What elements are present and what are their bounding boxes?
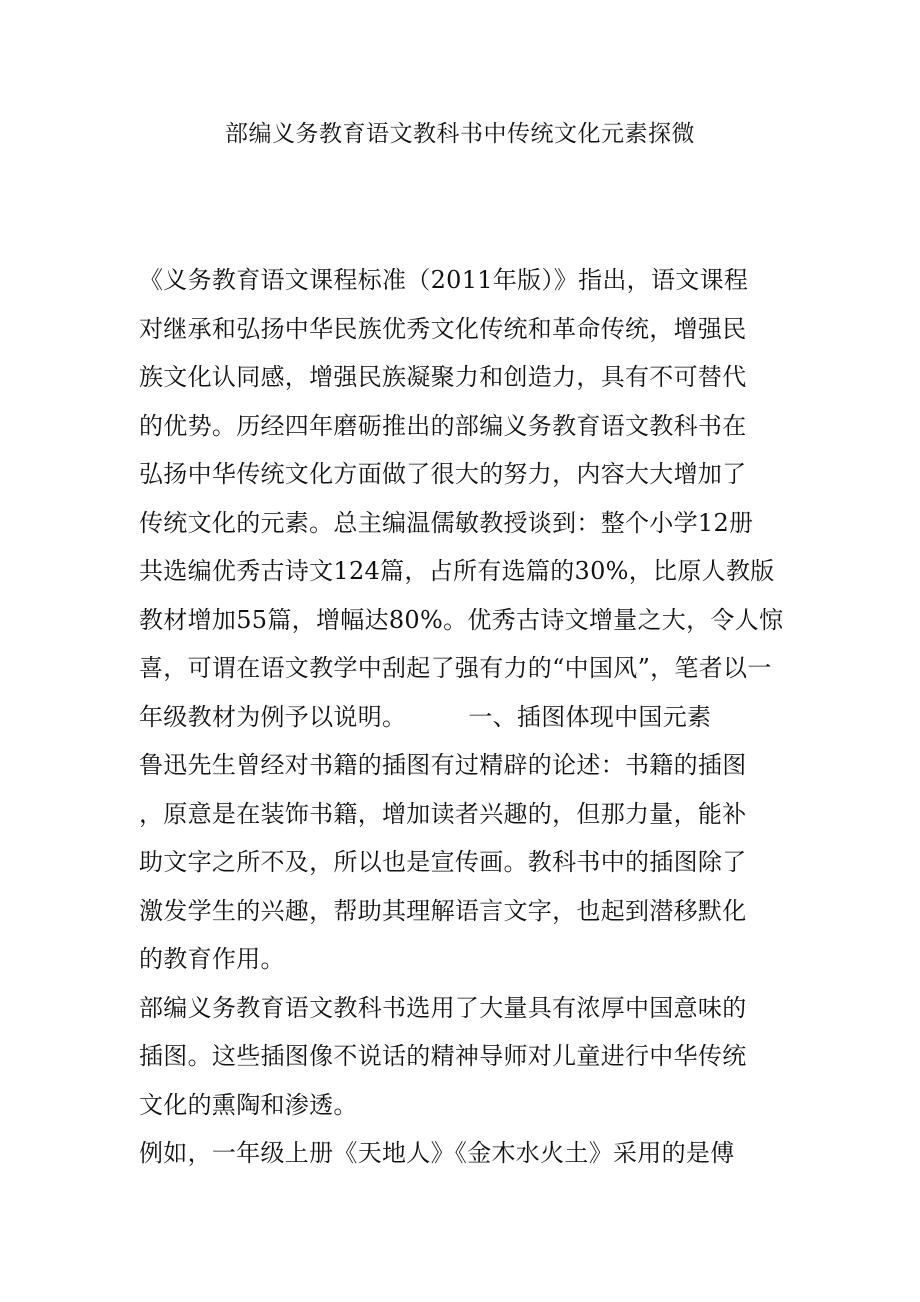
body-line: 的优势。历经四年磨砺推出的部编义务教育语文教科书在 <box>139 411 747 440</box>
body-line: 《义务教育语文课程标准（2011年版）》指出，语文课程 <box>139 266 749 294</box>
body-line: 助文字之所不及，所以也是宣传画。教科书中的插图除了 <box>139 848 747 876</box>
body-line: 喜，可谓在语文教学中刮起了强有力的“中国风”，笔者以一 <box>139 654 772 682</box>
body-line: 教材增加55篇，增幅达80%。优秀古诗文增量之大，令人惊 <box>139 605 784 634</box>
body-line: 例如，一年级上册《天地人》《金木水火土》采用的是傅 <box>139 1139 735 1167</box>
body-line: 部编义务教育语文教科书选用了大量具有浓厚中国意味的 <box>139 993 747 1022</box>
body-line: 激发学生的兴趣，帮助其理解语言文字，也起到潜移默化 <box>139 896 747 925</box>
body-line: 传统文化的元素。总主编温儒敏教授谈到：整个小学12册 <box>139 508 754 537</box>
body-line: ，原意是在装饰书籍，增加读者兴趣的，但那力量，能补 <box>139 799 747 828</box>
document-body <box>139 256 789 1178</box>
body-line: 插图。这些插图像不说话的精神导师对儿童进行中华传统 <box>139 1042 747 1070</box>
body-line: 对继承和弘扬中华民族优秀文化传统和革命传统，增强民 <box>139 314 747 343</box>
section-heading: 一、插图体现中国元素 <box>468 702 712 731</box>
body-line: 的教育作用。 <box>139 945 285 973</box>
body-line-text: 年级教材为例予以说明。 <box>139 702 407 731</box>
body-line: 族文化认同感，增强民族凝聚力和创造力，具有不可替代 <box>139 363 747 391</box>
body-line: 共选编优秀古诗文124篇，占所有选篇的30%，比原人教版 <box>139 557 775 585</box>
body-line: 文化的熏陶和渗透。 <box>139 1090 358 1119</box>
document-title: 部编义务教育语文教科书中传统文化元素探微 <box>225 121 695 147</box>
body-line: 弘扬中华传统文化方面做了很大的努力，内容大大增加了 <box>139 460 747 488</box>
body-line-with-heading <box>139 693 789 742</box>
body-line: 鲁迅先生曾经对书籍的插图有过精辟的论述：书籍的插图 <box>139 751 747 779</box>
